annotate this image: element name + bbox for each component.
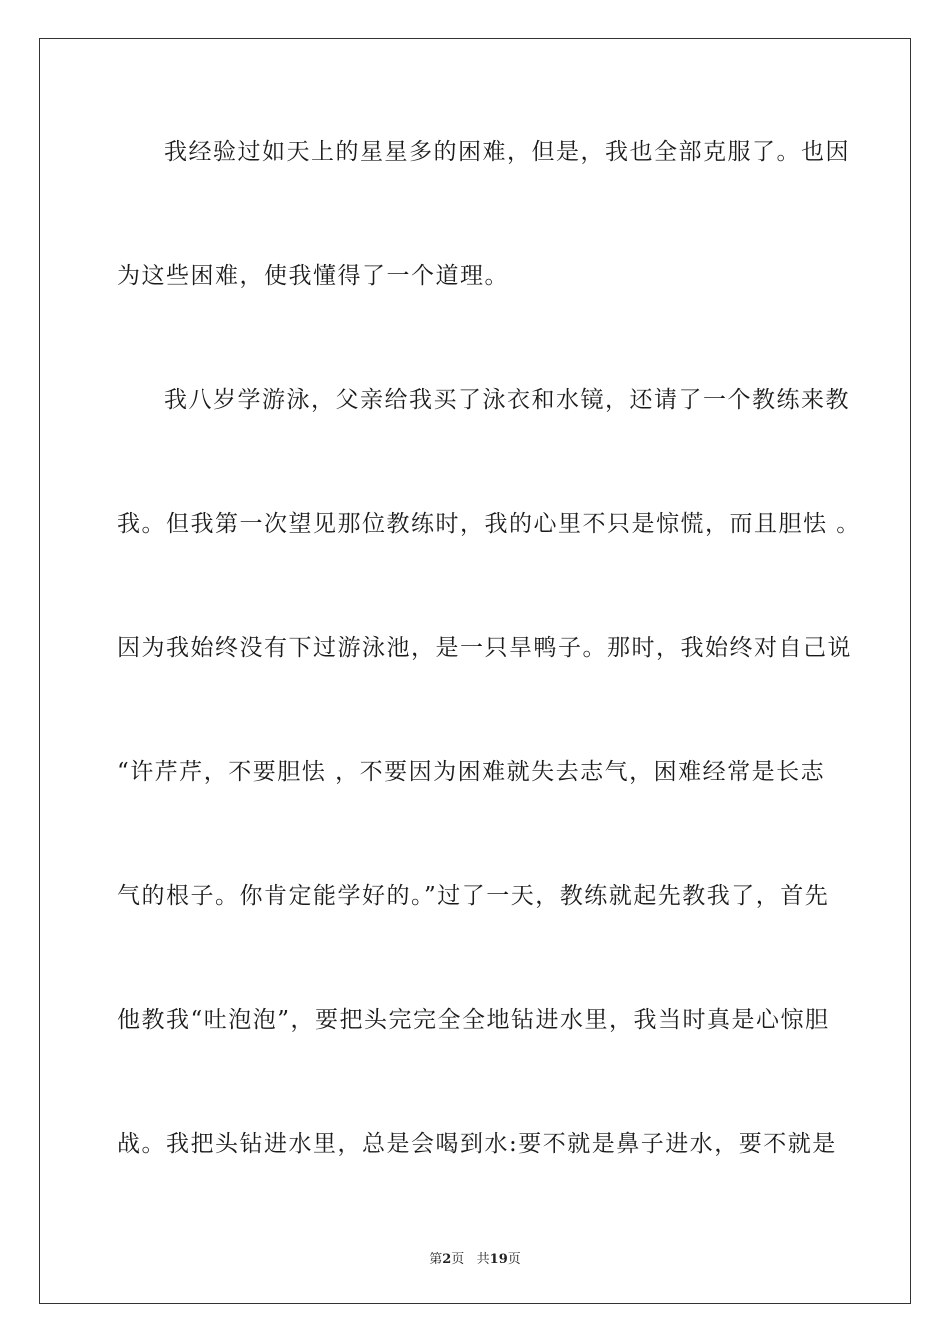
page-total: 19 bbox=[489, 1252, 508, 1267]
page-footer bbox=[0, 1248, 950, 1267]
text-line-7: 气的根子。你肯定能学好的。”过了一天，教练就起先教我了，首先 bbox=[117, 883, 830, 909]
page-border bbox=[39, 38, 911, 1304]
text-line-4: 我。但我第一次望见那位教练时，我的心里不只是惊慌，而且胆怯 。 bbox=[117, 511, 861, 537]
text-line-3: 我八岁学游泳，父亲给我买了泳衣和水镜，还请了一个教练来教 bbox=[164, 387, 850, 413]
text-line-8: 他教我“吐泡泡”，要把头完完全全地钻进水里，我当时真是心惊胆 bbox=[117, 1007, 830, 1033]
page-current: 2 bbox=[442, 1252, 452, 1267]
page-mid: 页 共 bbox=[451, 1252, 490, 1267]
page-suffix: 页 bbox=[507, 1252, 521, 1267]
text-line-9: 战。我把头钻进水里，总是会喝到水:要不就是鼻子进水，要不就是 bbox=[117, 1131, 837, 1157]
text-line-2: 为这些困难，使我懂得了一个道理。 bbox=[117, 263, 509, 289]
page-prefix: 第 bbox=[429, 1252, 443, 1267]
text-line-5: 因为我始终没有下过游泳池，是一只旱鸭子。那时，我始终对自己说 bbox=[117, 635, 852, 661]
text-line-1: 我经验过如天上的星星多的困难，但是，我也全部克服了。也因 bbox=[164, 139, 850, 165]
text-line-6: “许芹芹，不要胆怯 ，不要因为困难就失去志气，困难经常是长志 bbox=[117, 759, 826, 785]
